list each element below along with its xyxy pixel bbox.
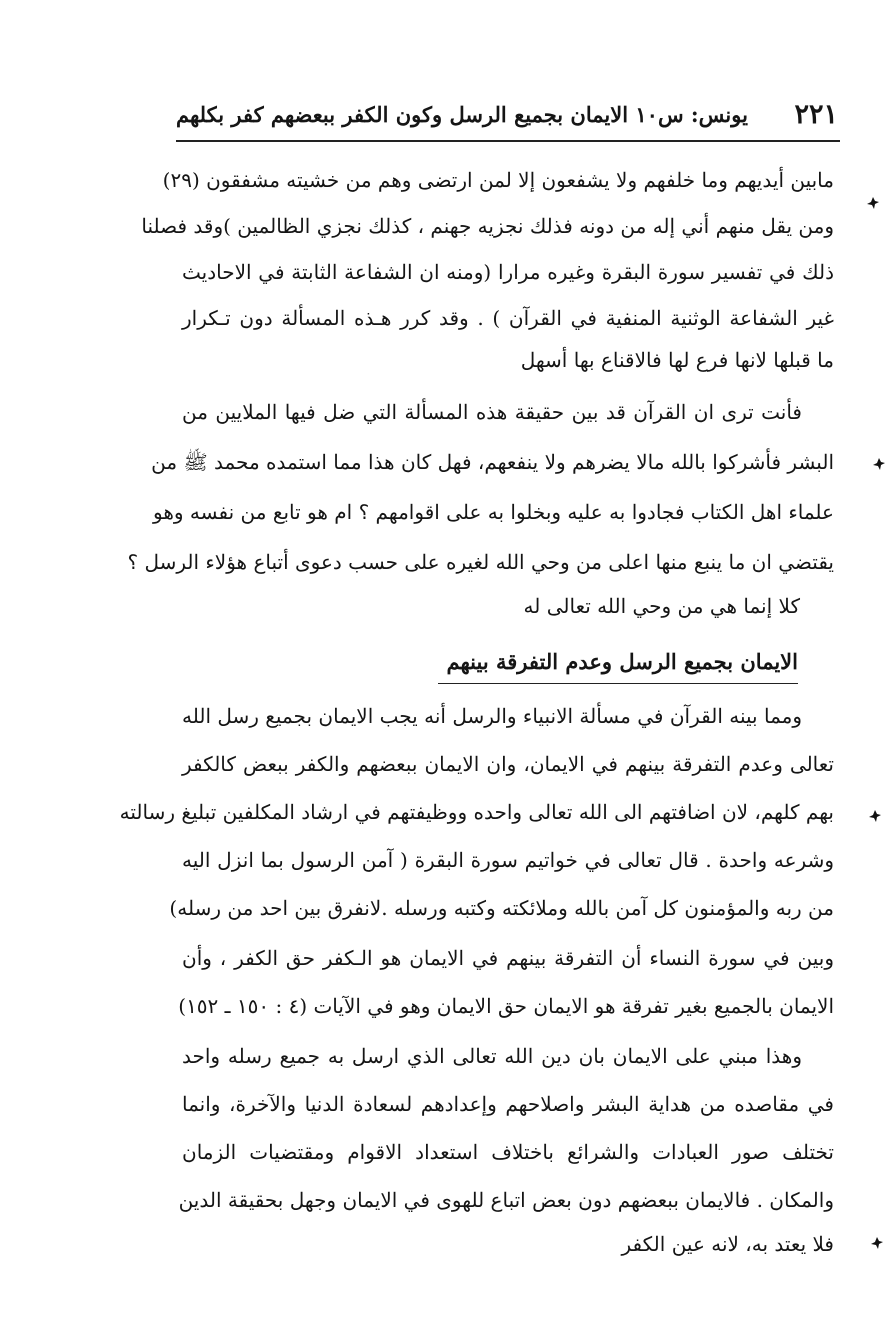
text-line: غير الشفاعة الوثنية المنفية في القرآن ) . وقد كرر هـذه المسألة دون تـكرار (182, 306, 834, 330)
text-line: ومما بينه القرآن في مسألة الانبياء والرسل أنه يجب الايمان بجميع رسل الله (182, 704, 802, 728)
text-line: وهذا مبني على الايمان بان دين الله تعالى الذي ارسل به جميع رسله واحد (182, 1044, 802, 1068)
ink-blot-icon (868, 809, 882, 823)
running-title: يونس: س١٠ الايمان بجميع الرسل وكون الكفر ببعضهم كفر بكلهم (176, 101, 748, 127)
page-header (176, 94, 838, 134)
text-line: يقتضي ان ما ينبع منها اعلى من وحي الله لغيره على حسب دعوى أتباع هؤلاء الرسل ؟ (127, 550, 834, 574)
text-line: في مقاصده من هداية البشر واصلاحهم وإعدادهم لسعادة الدنيا والآخرة، وانما (182, 1092, 834, 1116)
text-line: تختلف صور العبادات والشرائع باختلاف استعداد الاقوام ومقتضيات الزمان (182, 1140, 834, 1164)
text-line: ومن يقل منهم أني إله من دونه فذلك نجزيه جهنم ، كذلك نجزي الظالمين )وقد فصلنا (141, 214, 834, 238)
text-line: تعالى وعدم التفرقة بينهم في الايمان، وان الايمان ببعضهم والكفر ببعض كالكفر (182, 752, 834, 776)
ink-blot-icon (870, 1236, 884, 1250)
header-rule (176, 140, 840, 142)
page-number: ٢٢١ (794, 98, 838, 130)
ink-blot-icon (872, 457, 886, 471)
text-line: ما قبلها لانها فرع لها فالاقناع بها أسهل (520, 348, 834, 372)
section-heading (438, 642, 798, 684)
text-line: مابين أيديهم وما خلفهم ولا يشفعون إلا لمن ارتضى وهم من خشيته مشفقون (٢٩) (162, 168, 834, 192)
text-line: فلا يعتد به، لانه عين الكفر (621, 1232, 834, 1256)
text-line: من ربه والمؤمنون كل آمن بالله وملائكته وكتبه ورسله .لانفرق بين احد من رسله) (169, 896, 834, 920)
section-heading-rule (438, 683, 798, 684)
section-heading-text: الايمان بجميع الرسل وعدم التفرقة بينهم (446, 649, 798, 674)
ink-blot-icon (866, 196, 880, 210)
text-line: وشرعه واحدة . قال تعالى في خواتيم سورة البقرة ( آمن الرسول بما انزل اليه (182, 848, 834, 872)
text-line: فأنت ترى ان القرآن قد بين حقيقة هذه المسألة التي ضل فيها الملايين من (182, 400, 802, 424)
text-line: كلا إنما هي من وحي الله تعالى له (523, 594, 800, 618)
text-line: وبين في سورة النساء أن التفرقة بينهم في الايمان هو الـكفر حق الكفر ، وأن (182, 946, 834, 970)
text-line: البشر فأشركوا بالله مالا يضرهم ولا ينفعهم، فهل كان هذا مما استمده محمد ﷺ من (151, 450, 834, 474)
text-line: علماء اهل الكتاب فجادوا به عليه وبخلوا به على اقوامهم ؟ ام هو تابع من نفسه وهو (153, 500, 834, 524)
text-line: بهم كلهم، لان اضافتهم الى الله تعالى واحده ووظيفتهم في ارشاد المكلفين تبليغ رسالته (119, 800, 834, 824)
text-line: الايمان بالجميع بغير تفرقة هو الايمان حق الايمان وهو في الآيات (٤ : ١٥٠ ـ ١٥٢) (178, 994, 834, 1018)
text-line: والمكان . فالايمان ببعضهم دون بعض اتباع للهوى في الايمان وجهل بحقيقة الدين (178, 1188, 834, 1212)
text-line: ذلك في تفسير سورة البقرة وغيره مرارا (ومنه ان الشفاعة الثابتة في الاحاديث (182, 260, 834, 284)
